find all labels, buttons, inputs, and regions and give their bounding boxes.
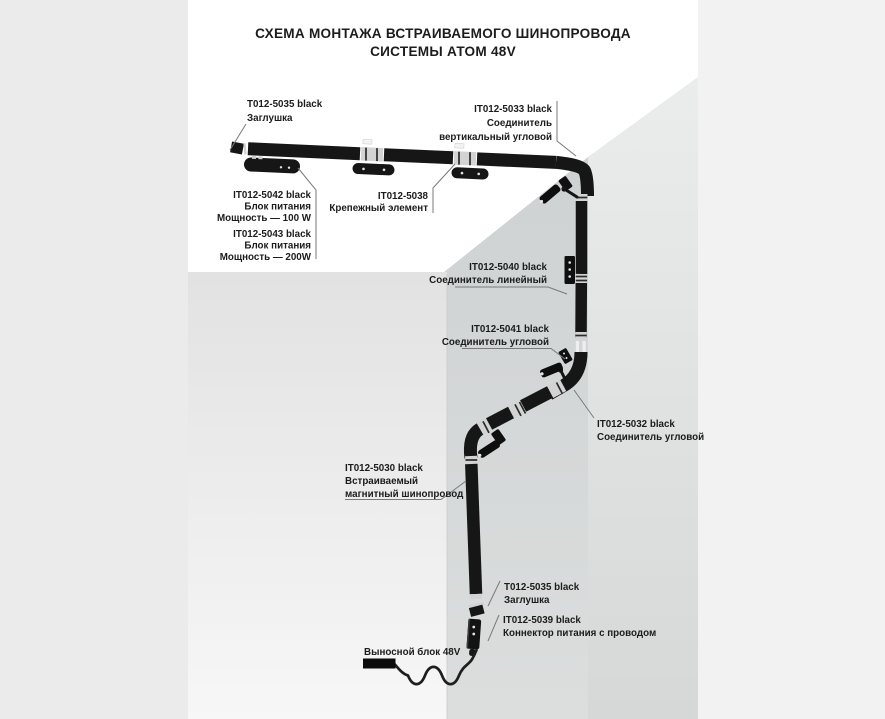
remote-power-block (363, 659, 396, 669)
svg-text:Коннектор питания с проводом: Коннектор питания с проводом (503, 628, 657, 639)
track-segment-1 (248, 149, 360, 154)
page-title-line2: СИСТЕМЫ АТОМ 48V (370, 44, 516, 59)
svg-text:Блок питания: Блок питания (244, 240, 311, 252)
svg-text:вертикальный угловой: вертикальный угловой (439, 132, 552, 143)
track-joint-d1 (550, 383, 563, 395)
connector-pin-left (576, 341, 579, 352)
svg-text:Соединитель угловой: Соединитель угловой (441, 337, 549, 348)
mount-tab-2 (455, 143, 464, 148)
svg-text:Встраиваемый: Встраиваемый (345, 476, 419, 487)
svg-text:Соединитель линейный: Соединитель линейный (429, 275, 547, 286)
svg-text:магнитный шинопровод: магнитный шинопровод (345, 489, 464, 500)
fastener-clip-2 (457, 172, 483, 175)
track-joint-2 (454, 152, 476, 166)
svg-text:IT012-5039 black: IT012-5039 black (503, 615, 581, 626)
page-title-line1: СХЕМА МОНТАЖА ВСТРАИВАЕМОГО ШИНОПРОВОДА (255, 26, 631, 41)
svg-text:T012-5035 black: T012-5035 black (247, 99, 323, 110)
svg-text:Соединитель угловой: Соединитель угловой (597, 432, 705, 443)
track-joint-1 (361, 148, 383, 162)
fastener-clip-1 (358, 168, 389, 172)
track-segment-2 (384, 155, 453, 158)
right-margin (698, 0, 885, 719)
svg-text:Крепежный элемент: Крепежный элемент (329, 203, 428, 214)
svg-text:IT012-5042 black: IT012-5042 black (233, 190, 311, 201)
mount-tab-1 (363, 139, 372, 144)
svg-text:Мощность — 100 W: Мощность — 100 W (216, 213, 311, 224)
track-joint-l1 (465, 456, 477, 464)
svg-text:Заглушка: Заглушка (504, 595, 550, 606)
svg-text:IT012-5030 black: IT012-5030 black (345, 463, 423, 474)
connector-pin-right (583, 341, 586, 352)
track-segment-l1 (471, 464, 476, 594)
wall-right-plane (588, 77, 698, 719)
svg-text:Мощность — 200W: Мощность — 200W (219, 252, 311, 263)
svg-text:T012-5035 black: T012-5035 black (504, 582, 580, 593)
svg-text:IT012-5032 black: IT012-5032 black (597, 419, 675, 430)
svg-text:IT012-5043 black: IT012-5043 black (233, 229, 311, 240)
svg-text:Блок питания: Блок питания (244, 201, 311, 213)
track-segment-3 (477, 159, 556, 163)
track-joint-v2 (575, 332, 586, 339)
label-remote-psu: Выносной блок 48V (364, 647, 461, 658)
track-joint-v1 (576, 274, 587, 283)
svg-text:IT012-5038: IT012-5038 (377, 191, 428, 202)
linear-connector-plate (565, 256, 576, 284)
svg-text:IT012-5033 black: IT012-5033 black (474, 104, 552, 115)
svg-text:Заглушка: Заглушка (247, 113, 293, 124)
left-margin (0, 0, 188, 719)
svg-text:IT012-5040 black: IT012-5040 black (469, 262, 547, 273)
svg-text:Соединитель: Соединитель (486, 118, 552, 129)
svg-text:IT012-5041 black: IT012-5041 black (471, 324, 549, 335)
